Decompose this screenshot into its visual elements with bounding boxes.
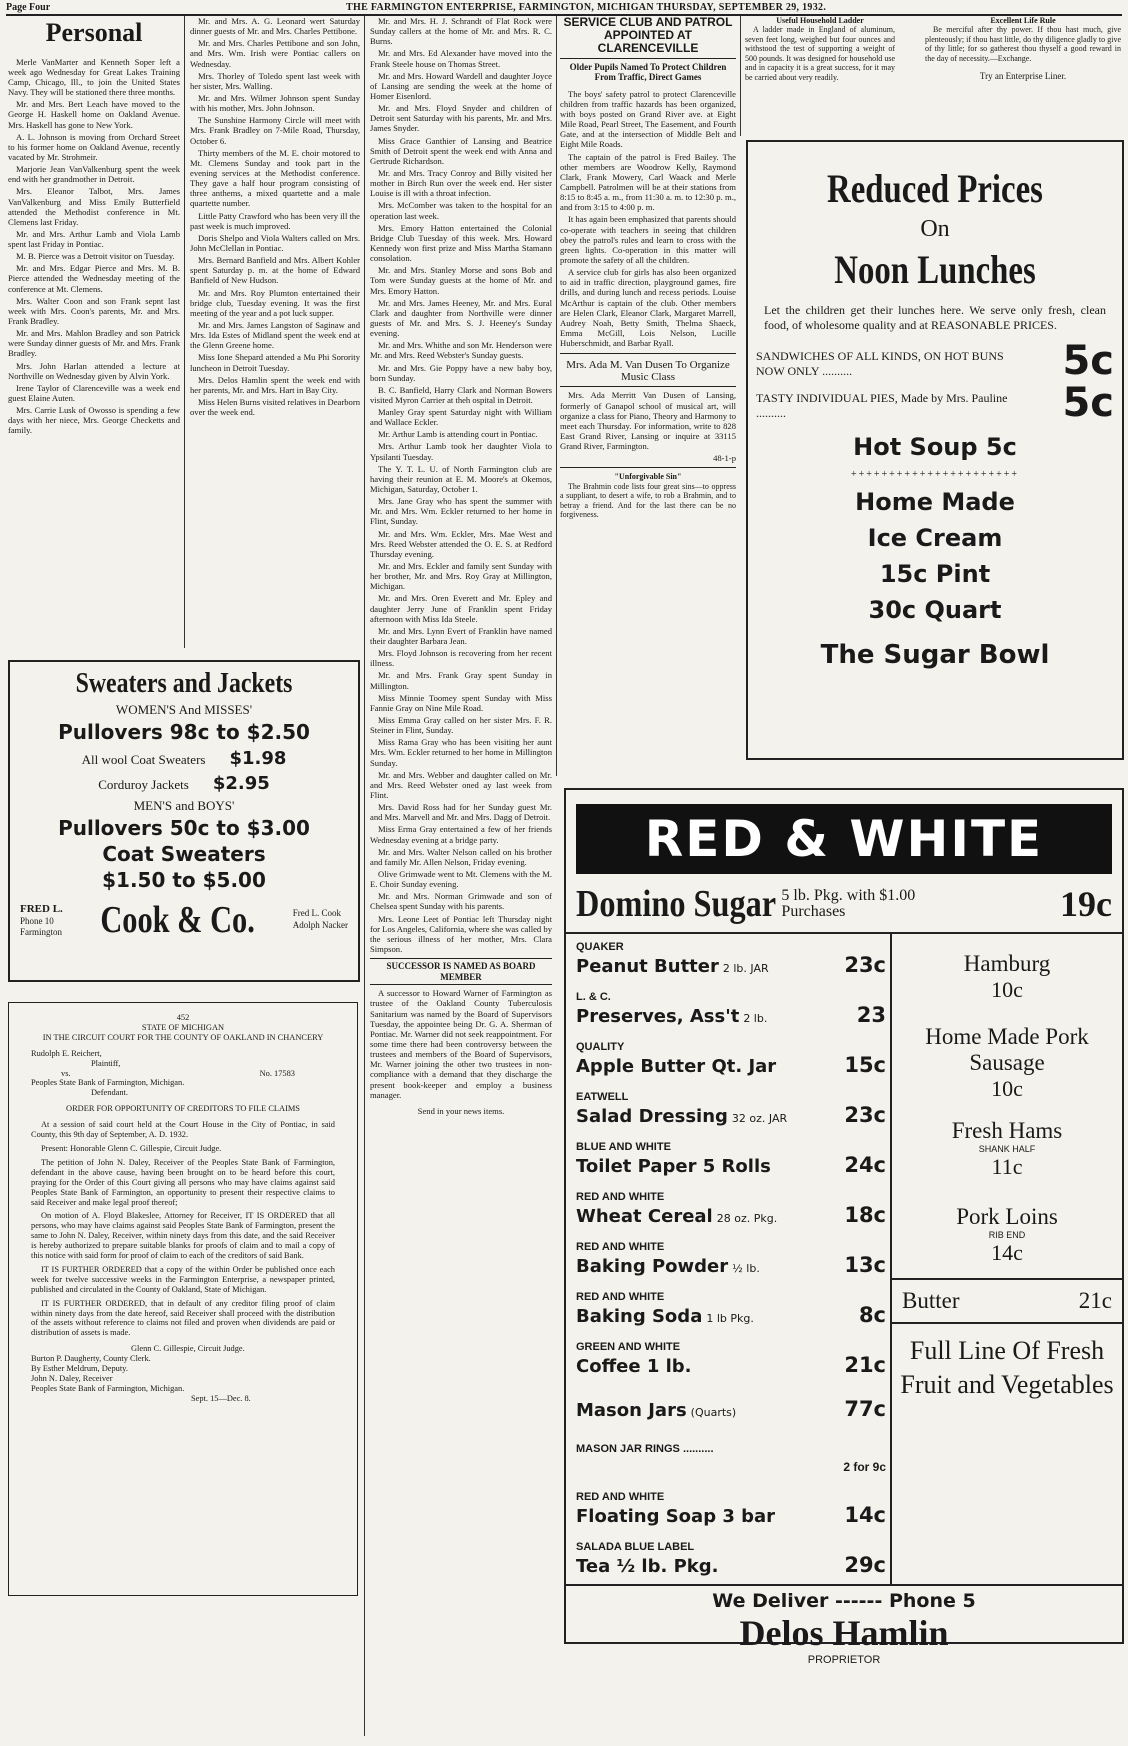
- notice-receiver-bank: Peoples State Bank of Farmington, Michigan.: [31, 1383, 185, 1393]
- grocery-item: [576, 1384, 886, 1434]
- paragraph: Merle VanMarter and Kenneth Soper left a week ago Wednesday for Great Lakes Training Camp, Chicago, Ill., to join the United States Navy. They will be stationed there three months.: [8, 56, 180, 98]
- butter-price: 21c: [1078, 1288, 1112, 1313]
- notice-court: IN THE CIRCUIT COURT FOR THE COUNTY OF OAKLAND IN CHANCERY: [42, 1032, 324, 1042]
- domino-sugar-row: [566, 882, 1122, 934]
- paragraph: The Sunshine Harmony Circle will meet with Mrs. Frank Bradley on 7-Mile Road, Thursday, October 6.: [190, 115, 360, 146]
- notice-judge: Glenn C. Gillespie, Circuit Judge.: [131, 1344, 245, 1354]
- paragraph: Mr. and Mrs. Howard Wardell and daughter Joyce of Lansing are sending the week at the home of Homer Eisenlord.: [370, 70, 552, 101]
- meat-item: [892, 934, 1122, 1020]
- paragraph: IT IS FURTHER ORDERED that a copy of the within Order be published once each week for twelve successive weeks in the Farmington Enterprise, a newspaper printed, published and circulated in the County of Oakland, State of Michigan.: [31, 1264, 335, 1294]
- successor-article: A successor to Howard Warner of Farmington as trustee of the Oakland County Tuberculosis Sanitarium was named by the Board of Supervisors Tuesday, the appointee being Dr. G. A. Sherman of Pontiac. Mr. Warner did not seek reappointment. For some time there had been controversy between the trustees and members of the Board of Supervisors, Mr. Warner joining the other two trustees in non-compliance with a demand that they discharge the present book-keeper and employ a business manager.: [370, 988, 552, 1100]
- coat-sweaters-price: $1.50 to $5.00: [102, 868, 266, 892]
- meat-list: [892, 934, 1122, 1584]
- page-header: [6, 0, 1122, 16]
- music-class-text: Mrs. Ada Merritt Van Dusen of Lansing, formerly of Ganapol school of musical art, will organize a class for Piano, Theory and Harmony to meet each Thursday. For information, write to 828 East Grand River, Lansing or inquire at 33115 Grand River, Farmington.: [560, 390, 736, 452]
- meat-name: Home Made Pork Sausage: [925, 1024, 1089, 1075]
- grocery-item: [576, 1534, 886, 1584]
- butter-label: Butter: [902, 1288, 960, 1313]
- sandwich-offer: [748, 338, 1122, 384]
- meat-name: Fresh Hams: [951, 1118, 1063, 1143]
- paragraph: Mrs. Leone Leet of Pontiac left Thursday night for Los Angeles, California, where she was called by the serious illness of her mother, Mrs. Clara Simpson.: [370, 913, 552, 954]
- paragraph: Miss Grace Ganthier of Lansing and Beatrice Smith of Detroit spent the week end with Anna and Gertrude Richardson.: [370, 135, 552, 166]
- corduroy-label: Corduroy Jackets: [98, 777, 189, 792]
- home-made-line: Home Made: [855, 488, 1015, 516]
- corduroy-price: $2.95: [212, 773, 270, 794]
- service-club-heading: SERVICE CLUB AND PATROL APPOINTED AT CLARENCEVILLE: [560, 16, 736, 59]
- paragraph: Doris Shelpo and Viola Walters called on Mrs. John McClellan in Pontiac.: [190, 232, 360, 253]
- meat-name: Pork Loins: [956, 1204, 1058, 1229]
- fred-label: FRED L.: [20, 902, 63, 915]
- proprietor-name: Delos Hamlin: [739, 1613, 949, 1653]
- personal-heading: Personal: [45, 18, 143, 47]
- red-and-white-ad: [564, 788, 1124, 1666]
- meat-price: 14c: [991, 1240, 1023, 1265]
- coat-sweaters: Coat Sweaters: [102, 842, 266, 866]
- masthead-line: THE FARMINGTON ENTERPRISE, FARMINGTON, MICHIGAN THURSDAY, SEPTEMBER 29, 1932.: [346, 1, 827, 13]
- meat-price: 10c: [991, 1076, 1023, 1101]
- paragraph: Mr. and Mrs. James Heeney, Mr. and Mrs. Eural Clark and daughter from Northville were dinner guests of Mr. and Mrs. S. J. Heeney's Sunday evening.: [370, 297, 552, 339]
- grocery-brand: RED AND WHITE: [576, 1241, 665, 1253]
- sins-heading: "Unforgivable Sin": [614, 472, 682, 482]
- paragraph: Mrs. Jane Gray who has spent the summer with Mr. and Mrs. Wm. Eckler returned to her home in Flint, Sunday.: [370, 496, 552, 527]
- notice-deputy: By Esther Meldrum, Deputy.: [31, 1364, 128, 1374]
- social-column: [190, 16, 360, 648]
- grocery-item: [576, 1434, 886, 1484]
- paragraph: Mrs. Carrie Lusk of Owosso is spending a few days with her niece, Mrs. George Checketts and family.: [8, 405, 180, 436]
- notice-state: STATE OF MICHIGAN: [141, 1022, 225, 1032]
- paragraph: Olive Grimwade went to Mt. Clemens with the M. E. Choir Sunday evening.: [370, 868, 552, 890]
- wool-sweaters-price: $1.98: [229, 748, 287, 769]
- grocery-name: Floating Soap 3 bar: [576, 1506, 776, 1527]
- grocery-name: Apple Butter Qt. Jar: [576, 1056, 777, 1077]
- mens-heading: MEN'S and BOYS': [133, 798, 235, 813]
- grocery-name: Preserves, Ass't: [576, 1006, 740, 1027]
- cook-and-co-ad: [8, 660, 360, 982]
- cook-footer: [10, 894, 358, 946]
- paragraph: Mr. and Mrs. Whithe and son Mr. Henderson were Mr. and Mrs. Reed Webster's Sunday guests.: [370, 340, 552, 361]
- grocery-brand: BLUE AND WHITE: [576, 1141, 671, 1153]
- butter-row: [892, 1278, 1122, 1324]
- grocery-item: [576, 1334, 886, 1384]
- social-items: [190, 16, 360, 417]
- domino-sugar-price: 19c: [1060, 884, 1112, 924]
- paragraph: It has again been emphasized that parents should co-operate with teachers in seeing that children obey the patrol's rules and learn to cross with the green lights. Co-operation in this matter will promote the safety of all the children.: [560, 214, 736, 266]
- music-class-heading: Mrs. Ada M. Van Dusen To Organize Music Class: [566, 359, 730, 384]
- pie-offer: [748, 380, 1122, 426]
- grocery-name: Mason Jars: [576, 1400, 687, 1421]
- divider-stars: ++++++++++++++++++++++: [850, 469, 1020, 480]
- life-rule-heading: Excellent Life Rule: [990, 16, 1056, 25]
- grocery-brand: RED AND WHITE: [576, 1491, 665, 1503]
- owner-cook: Fred L. Cook: [292, 908, 341, 919]
- grocery-price: 23c: [844, 953, 886, 977]
- news-column: [370, 16, 552, 1726]
- grocery-item: [576, 1134, 886, 1184]
- ladder-item: [745, 16, 895, 126]
- column-rule: [184, 16, 185, 648]
- grocery-unit: ½ lb.: [732, 1262, 760, 1275]
- send-news-note: Send in your news items.: [417, 1105, 505, 1116]
- notice-plaintiff-label: Plaintiff,: [91, 1058, 121, 1068]
- news-items: [370, 16, 552, 954]
- grocery-item: [576, 1284, 886, 1334]
- grocery-unit: 32 oz. JAR: [731, 1112, 788, 1125]
- grocery-item: [576, 984, 886, 1034]
- grocery-brand: EATWELL: [576, 1091, 629, 1103]
- paragraph: Irene Taylor of Clarenceville was a week end guest Elaine Auten.: [8, 382, 180, 404]
- grocery-unit: 2 lb. JAR: [722, 962, 769, 975]
- paragraph: Mr. and Mrs. Wm. Eckler, Mrs. Mae West and Mrs. Reed Webster attended the O. E. S. at Redford Thursday evening.: [370, 528, 552, 559]
- noon-lunches-line: Noon Lunches: [834, 247, 1036, 292]
- grocery-name: Peanut Butter: [576, 956, 719, 977]
- meat-sub: RIB END: [988, 1230, 1026, 1240]
- music-class-code: 48-1-p: [713, 453, 736, 464]
- paragraph: The captain of the patrol is Fred Bailey. The other members are Woodrow Kelly, Raymond Clark, Frank Mowery, Carl Waack and Merle Campbell. Patrolmen will be at their stations from 8:15 to 8:45 a. m., from 11:30 a. m. to 12:30 p. m., and from 3:15 to 4:00 p. m.: [560, 151, 736, 213]
- notice-number: 452: [176, 1013, 190, 1022]
- paragraph: Mr. and Mrs. Wilmer Johnson spent Sunday with his mother, Mrs. John Johnson.: [190, 92, 360, 114]
- corduroy-row: [10, 773, 358, 794]
- grocery-item: [576, 1184, 886, 1234]
- proprietor-label: PROPRIETOR: [807, 1654, 881, 1666]
- notice-plaintiff: Rudolph E. Reichert,: [31, 1048, 102, 1058]
- paragraph: Miss Ione Shepard attended a Mu Phi Sorority luncheon in Detroit Tuesday.: [190, 352, 360, 373]
- mens-pullovers: Pullovers 50c to $3.00: [58, 816, 310, 840]
- town-label: Farmington: [20, 926, 62, 937]
- grocery-unit: 1 lb Pkg.: [706, 1312, 754, 1325]
- grocery-item: [576, 1034, 886, 1084]
- wool-sweaters-label: All wool Coat Sweaters: [81, 752, 206, 767]
- sandwich-offer-text: SANDWICHES OF ALL KINDS, ON HOT BUNS NOW ONLY ..........: [756, 349, 1004, 378]
- notice-case-number: No. 17583: [259, 1068, 295, 1078]
- grocery-price: 13c: [844, 1253, 886, 1277]
- paragraph: Mr. and Mrs. Ed Alexander have moved into the Frank Steele house on Thomas Street.: [370, 48, 552, 69]
- pie-price: 5c: [1062, 380, 1114, 426]
- red-white-banner: RED & WHITE: [576, 804, 1112, 874]
- grocery-price: 21c: [844, 1353, 886, 1377]
- paragraph: Mr. and Mrs. Edgar Pierce and Mrs. M. B. Pierce attended the Wednesday meeting of the conference at Mt. Clemens.: [8, 263, 180, 294]
- paragraph: At a session of said court held at the Court House in the City of Pontiac, in said County, this 9th day of September, A. D. 1932.: [31, 1120, 335, 1140]
- paragraph: Mr. and Mrs. Norman Grimwade and son of Chelsea spent Sunday with his parents.: [370, 891, 552, 912]
- cook-store-name: Cook & Co.: [100, 899, 256, 941]
- grocery-unit: (Quarts): [690, 1406, 737, 1419]
- grocery-price: 14c: [844, 1503, 886, 1527]
- paragraph: Mrs. David Ross had for her Sunday guest Mr. and Mrs. Marvell and Mr. and Mrs. Dagg of Detroit.: [370, 802, 552, 823]
- grocery-price: 77c: [844, 1397, 886, 1421]
- grocery-list: [566, 934, 892, 1584]
- phone-label: Phone 10: [20, 915, 54, 926]
- paragraph: Mr. and Mrs. Frank Gray spent Sunday in Millington.: [370, 670, 552, 691]
- quart-price-line: 30c Quart: [868, 596, 1002, 624]
- grocery-item: [576, 1234, 886, 1284]
- womens-pullovers: Pullovers 98c to $2.50: [58, 720, 310, 744]
- grocery-name: Baking Powder: [576, 1256, 729, 1277]
- grocery-item: [576, 1484, 886, 1534]
- paragraph: Miss Minnie Toomey spent Sunday with Miss Fannie Gray on Nine Mile Road.: [370, 692, 552, 713]
- paragraph: Mrs. Floyd Johnson is recovering from her recent illness.: [370, 648, 552, 669]
- successor-heading: SUCCESSOR IS NAMED AS BOARD MEMBER: [386, 961, 536, 982]
- grocery-unit: 2 lb.: [743, 1012, 768, 1025]
- grocery-brand: QUALITY: [576, 1041, 625, 1053]
- notice-clerk: Burton P. Daugherty, County Clerk.: [31, 1354, 151, 1364]
- paragraph: Miss Emma Gray called on her sister Mrs. F. R. Steiner in Flint, Sunday.: [370, 715, 552, 736]
- pint-price-line: 15c Pint: [879, 560, 991, 588]
- paragraph: B. C. Banfield, Harry Clark and Norman Bowers visited Myron Carrier at theh ospital in Detroit.: [370, 384, 552, 405]
- paragraph: Mrs. Arthur Lamb took her daughter Viola to Ypsilanti Tuesday.: [370, 441, 552, 462]
- grocery-name: Baking Soda: [576, 1306, 703, 1327]
- ladder-heading: Useful Household Ladder: [776, 16, 864, 25]
- paragraph: Mr. and Mrs. Gie Poppy have a new baby boy, born Sunday.: [370, 362, 552, 383]
- delivery-line: We Deliver ------ Phone 5: [712, 1590, 976, 1612]
- paragraph: Mrs. Walter Coon and son Frank sepnt last week with Mrs. Coon's parents, Mr. and Mrs. Frank Bradley.: [8, 295, 180, 327]
- column-rule: [740, 16, 741, 136]
- grocery-price: 2 for 9c: [843, 1459, 886, 1474]
- paragraph: Mr. Arthur Lamb is attending court in Pontiac.: [378, 429, 538, 440]
- sins-text: The Brahmin code lists four great sins—to oppress a suppliant, to desert a wife, to rob a Brahmin, and to betray a friend. And for the last there can be no forgiveness.: [560, 481, 736, 520]
- paragraph: Mrs. Delos Hamlin spent the week end with her parents, Mr. and Mrs. Hart in Bay City.: [190, 374, 360, 395]
- column-rule: [556, 16, 557, 776]
- paragraph: Mr. and Mrs. Oren Everett and Mr. Epley and daughter Jerry June of Franklin spent Friday afternoon with Miss Ida Steele.: [370, 593, 552, 624]
- life-rule-item: [925, 16, 1121, 126]
- sugar-bowl-name: The Sugar Bowl: [820, 640, 1050, 670]
- paragraph: IT IS FURTHER ORDERED, that in default of any creditor filing proof of claim within ninety days from the date hereof, said Receiver shall proceed with the distribution of the assets without reference to claims not filed and proven when dividends are paid or distribution of assets is made.: [31, 1298, 335, 1338]
- page-number: Page Four: [6, 1, 51, 13]
- notice-order-title: ORDER FOR OPPORTUNITY OF CREDITORS TO FILE CLAIMS: [66, 1104, 300, 1114]
- service-club-subheading: Older Pupils Named To Protect Children From Traffic, Direct Games: [569, 61, 727, 83]
- paragraph: Mr. and Mrs. A. G. Leonard wert Saturday dinner guests of Mr. and Mrs. Charles Pettibone.: [190, 16, 360, 37]
- pie-offer-text: TASTY INDIVIDUAL PIES, Made by Mrs. Pauline ..........: [756, 391, 1008, 420]
- grocery-price: 29c: [844, 1553, 886, 1577]
- meat-item: [892, 1020, 1122, 1106]
- ice-cream-line: Ice Cream: [867, 524, 1003, 552]
- paragraph: Manley Gray spent Saturday night with William and Wallace Eckler.: [370, 407, 552, 428]
- domino-sugar-note: 5 lb. Pkg. with $1.00 Purchases: [781, 887, 916, 920]
- owner-nacker: Adolph Nacker: [292, 920, 348, 930]
- grocery-brand: MASON JAR RINGS ..........: [576, 1442, 714, 1455]
- meat-name: Hamburg: [963, 951, 1051, 976]
- grocery-price: 23c: [844, 1103, 886, 1127]
- paragraph: The petition of John N. Daley, Receiver of the Peoples State Bank of Farmington, defendant in the above cause, having been brought on to be heard before this court, praying for the Order of this Court giving all persons who may have claims against said Peoples State Bank of Farmington, an opportunity to present their respective claims to said Receiver and make legal proof thereof;: [31, 1157, 335, 1207]
- red-white-footer: [566, 1584, 1122, 1666]
- meat-sub: SHANK HALF: [978, 1144, 1036, 1154]
- grocery-price: 18c: [844, 1203, 886, 1227]
- paragraph: Mrs. Bernard Banfield and Mrs. Albert Kohler spent Saturday p. m. at the home of Edward Banfield of New Hudson.: [190, 255, 360, 286]
- grocery-unit: 28 oz. Pkg.: [716, 1212, 778, 1225]
- wool-sweaters-row: [10, 748, 358, 769]
- paragraph: Mr. and Mrs. Stanley Morse and sons Bob and Tom were Sunday guests at the home of Mr. and Mrs. Emory Hatton.: [370, 265, 552, 296]
- grocery-name: Coffee 1 lb.: [576, 1356, 692, 1377]
- paragraph: Mr. and Mrs. Tracy Conroy and Billy visited her mother in Birch Run over the week end. Her sister Louise is ill with a throat infection.: [370, 167, 552, 199]
- hot-soup-line: Hot Soup 5c: [853, 433, 1017, 461]
- paragraph: A service club for girls has also been organized to aid in traffic direction, playground games, fire drills, and during lunch and recess periods. Louise McArthur is captain of the club. Other members are Helen Clark, Eleanor Clark, Margaret Marrell, Audrey Noah, Betty Smith, Thelma Shaeck, Emma McGill, Lois Nelson, Lucille Huberschmidt, and Barbar Ryall.: [560, 267, 736, 349]
- column-rule: [364, 16, 365, 1736]
- personal-items: [8, 57, 180, 436]
- meat-item: [892, 1106, 1122, 1192]
- personal-column: [8, 16, 180, 648]
- paragraph: On motion of A. Floyd Blakeslee, Attorney for Receiver, IT IS ORDERED that all persons, who may have claims against said Peoples State Bank of Farmington, present the same to John N. Daley, Receiver, within ninety days from this date, and the said Receiver is hereby authorized to prepare suitable blanks for proofs of claim and to mail a copy of this notice with said form for proof of claim to each of the creditors of said Bank.: [31, 1211, 335, 1261]
- meat-item: [892, 1192, 1122, 1278]
- enterprise-liner-note: Try an Enterprise Liner.: [979, 71, 1067, 82]
- grocery-name: Toilet Paper 5 Rolls: [576, 1156, 771, 1177]
- sweaters-jackets-title: Sweaters and Jackets: [75, 668, 293, 699]
- paragraph: Mr. and Mrs. Eckler and family sent Sunday with her brother, Mr. and Mrs. Roy Gray at Millington, Michigan.: [370, 561, 552, 592]
- paragraph: Mr. and Mrs. Mahlon Bradley and son Patrick were Sunday dinner guests of Mr. and Mrs. Frank Bradley.: [8, 328, 180, 359]
- notice-dates: Sept. 15—Dec. 8.: [191, 1393, 251, 1403]
- life-rule-text: Be merciful after thy power. If thou hast much, give plenteously; if thou hast little, do thy diligence gladly to give of thy little; for so gatherest thou thyself a good reward in the day of necessity.—Exchange.: [925, 25, 1121, 63]
- sugar-bowl-ad: [746, 140, 1124, 760]
- paragraph: Marjorie Jean VanValkenburg spent the week end with her grandmother in Detroit.: [8, 164, 180, 185]
- reduced-prices-line: Reduced Prices: [827, 166, 1043, 211]
- paragraph: Mr. and Mrs. Floyd Snyder and children of Detroit sent Saturday with his parents, Mr. and Mrs. James Snyder.: [370, 103, 552, 134]
- grocery-brand: RED AND WHITE: [576, 1291, 665, 1303]
- grocery-brand: L. & C.: [576, 991, 611, 1003]
- sugar-bowl-intro: Let the children get their lunches here. We serve only fresh, clean food, of wholesome quality and at REASONABLE PRICES.: [764, 303, 1106, 332]
- meat-price: 10c: [991, 977, 1023, 1002]
- paragraph: Mr. and Mrs. Arthur Lamb and Viola Lamb spent last Friday in Pontiac.: [8, 228, 180, 250]
- paragraph: Miss Rama Gray who has been visiting her aunt Mrs. Wm. Eckler returned to her home in Millington Sunday.: [370, 737, 552, 768]
- paragraph: Mrs. Emory Hatton entertained the Colonial Bridge Club Tuesday of this week. Mrs. Howard Kennedy won first prize and Miss Martha Stamann consolation.: [370, 222, 552, 264]
- grocery-price: 8c: [858, 1303, 886, 1327]
- grocery-item: [576, 1084, 886, 1134]
- domino-sugar-name: Domino Sugar: [576, 883, 777, 925]
- paragraph: Mrs. McComber was taken to the hospital for an operation last week.: [370, 200, 552, 221]
- grocery-price: 24c: [844, 1153, 886, 1177]
- paragraph: Mr. and Mrs. James Langston of Saginaw and Mrs. Ida Estes of Midland spent the week end at the Glenn Greene home.: [190, 319, 360, 351]
- grocery-brand: QUAKER: [576, 941, 624, 953]
- grocery-price: 23: [856, 1003, 886, 1027]
- paragraph: The boys' safety patrol to protect Clarenceville children from traffic hazards has been organized, with boys posted on Grand River ave. at Eight Mile Road, Pearl Street, The Easement, and Fourth Gate, and at the intersection of Middle Belt and Eight Mile Roads.: [560, 88, 736, 150]
- grocery-name: Tea ½ lb. Pkg.: [576, 1556, 719, 1577]
- notice-receiver: John N. Daley, Receiver: [31, 1374, 113, 1383]
- paragraph: Miss Helen Burns visited relatives in Dearborn over the week end.: [190, 396, 360, 418]
- grocery-price: 15c: [844, 1053, 886, 1077]
- grocery-name: Salad Dressing: [576, 1106, 728, 1127]
- notice-vs: vs.: [61, 1068, 71, 1078]
- paragraph: Mr. and Mrs. H. J. Schrandt of Flat Rock were Sunday callers at the home of Mr. and Mrs. R. C. Burns.: [370, 16, 552, 47]
- clarenceville-column: [560, 16, 736, 766]
- paragraph: Mr. and Mrs. Charles Pettibone and son John, and Mrs. Wm. Irish were Pontiac callers on Wednesday.: [190, 38, 360, 69]
- paragraph: M. B. Pierce was a Detroit visitor on Tuesday.: [16, 251, 175, 262]
- grocery-brand: RED AND WHITE: [576, 1191, 665, 1203]
- paragraph: Mr. and Mrs. Lynn Evert of Franklin have named their daughter Barbara Jean.: [370, 625, 552, 647]
- paragraph: Miss Erma Gray entertained a few of her friends Wednesday evening at a bridge party.: [370, 824, 552, 845]
- paragraph: Thirty members of the M. E. choir motored to Mt. Clemens Sunday and took part in the evening services at the Methodist conference. They gave a half hour program consisting of three anthems, a mixed quartette and a male quartette number.: [190, 147, 360, 209]
- paragraph: A. L. Johnson is moving from Orchard Street to his former home on Oakland Avenue, recently vacated by Mr. Strohmeir.: [8, 131, 180, 162]
- paragraph: Mr. and Mrs. Webber and daughter called on Mr. and Mrs. Reed Webster oned ay last week from Flint.: [370, 769, 552, 800]
- notice-bank: Peoples State Bank of Farmington, Michigan.: [31, 1078, 185, 1088]
- service-club-article: [560, 89, 736, 349]
- paragraph: Little Patty Crawford who has been very ill the past week is much improved.: [190, 210, 360, 231]
- paragraph: The Y. T. L. U. of North Farmington club are having their reunion at E. M. Moore's at Okemos, Michigan, Saturday, October 1.: [370, 463, 552, 495]
- paragraph: Mrs. Eleanor Talbot, Mrs. James VanValkenburg and Miss Emily Butterfield attended the Methodist conference in Mt. Clemens last Friday.: [8, 186, 180, 227]
- paragraph: Mrs. Thorley of Toledo spent last week with her sister, Mrs. Walling.: [190, 70, 360, 91]
- legal-notice: [8, 1002, 358, 1596]
- meat-price: 11c: [991, 1154, 1023, 1179]
- grocery-name: Wheat Cereal: [576, 1206, 713, 1227]
- paragraph: Mr. and Mrs. Walter Nelson called on his brother and family Mr. Allen Nelson, Friday evening.: [370, 846, 552, 867]
- grocery-item: [576, 934, 886, 984]
- notice-body: [31, 1120, 335, 1338]
- notice-defendant: Defendant.: [91, 1088, 128, 1098]
- ladder-text: A ladder made in England of aluminum, seven feet long, weighed but four ounces and withstood the test of supporting a weight of 500 pounds. It was designed for household use and in capacity it is a great success, for it may be carried about very readily.: [745, 25, 895, 82]
- grocery-brand: GREEN AND WHITE: [576, 1341, 681, 1353]
- grocery-brand: SALADA BLUE LABEL: [576, 1541, 695, 1553]
- paragraph: Present: Honorable Glenn C. Gillespie, Circuit Judge.: [41, 1143, 222, 1153]
- paragraph: Mr. and Mrs. Roy Plumton entertained their bridge club, Tuesday evening. It was the first meeting of the year and a pot luck supper.: [190, 287, 360, 318]
- on-line: On: [920, 216, 950, 242]
- paragraph: Mrs. John Harlan attended a lecture at Northville on Wednesday given by Alvin York.: [8, 360, 180, 381]
- fresh-fruit-line: Full Line Of Fresh Fruit and Vegetables: [900, 1336, 1114, 1399]
- paragraph: Mr. and Mrs. Bert Leach have moved to the George H. Haskell home on Oakland Avenue. Mrs. Haskell has gone to New York.: [8, 99, 180, 130]
- sandwich-price: 5c: [1062, 338, 1114, 384]
- womens-heading: WOMEN'S And MISSES': [115, 702, 253, 717]
